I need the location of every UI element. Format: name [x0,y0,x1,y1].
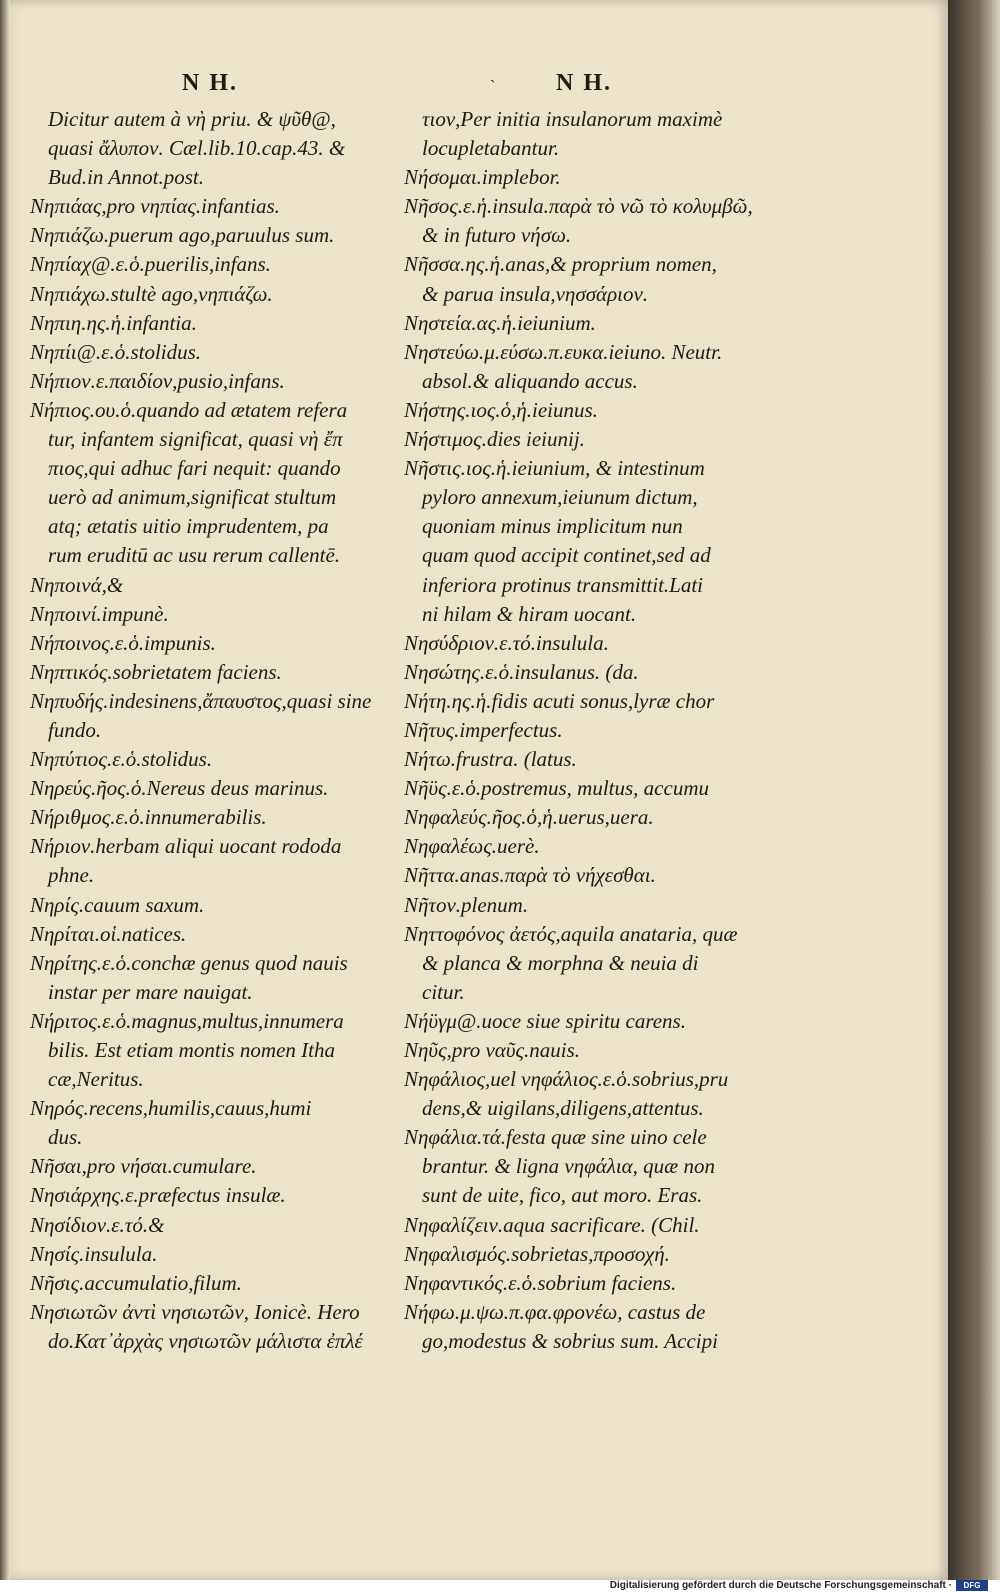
text-line: Νήριον.herbam aliqui uocant rododa [30,834,342,859]
text-line: Νηρίται.οἱ.natices. [30,921,187,946]
text-line: & in futuro νήσω. [422,223,572,248]
text-line: quasi ἄλυπον. Cæl.lib.10.cap.43. & [48,136,346,161]
text-line: Νηφαλέως.uerè. [404,834,540,859]
text-line: Νησίς.insulula. [30,1241,158,1266]
text-line: Νηρεύς.ῆος.ὁ.Nereus deus marinus. [30,776,329,801]
text-line: Νῆστις.ιος.ἡ.ieiunium, & intestinum [404,456,705,481]
text-line: absol.& aliquando accus. [422,368,638,393]
text-line: Νηπυδής.indesinens,ἄπαυστος,quasi sine [30,688,372,713]
text-line: Νηφάλιος,uel νηφάλιος.ε.ὁ.sobrius,pru [404,1067,729,1092]
text-line: phne. [48,863,95,888]
text-line: πιος,qui adhuc fari nequit: quando [48,456,341,481]
text-line: do.Κατ᾽ἀρχὰς νησιωτῶν μάλιστα ἐπλέ [48,1328,363,1353]
running-head-right: N H. [556,70,612,96]
text-line: rum eruditū ac usu rerum callentē. [48,543,341,568]
text-line: instar per mare nauigat. [48,979,253,1004]
text-line: pyloro annexum,ieiunum dictum, [422,485,698,510]
text-line: citur. [422,979,465,1004]
text-line: Νησύδριον.ε.τό.insulula. [404,630,609,655]
text-line: & parua insula,νησσάριον. [422,281,649,306]
text-line: Νηφαλίζειν.aqua sacrificare. (Chil. [404,1212,700,1237]
text-line: Νήριτος.ε.ὁ.magnus,multus,innumera [30,1008,344,1033]
text-line: dus. [48,1125,83,1150]
text-line: sunt de uite, fico, aut moro. Eras. [422,1183,703,1208]
text-line: & planca & morphna & neuia di [422,950,699,975]
text-line: Νήποινος.ε.ὁ.impunis. [30,630,216,655]
text-line: brantur. & ligna νηφάλια, quæ non [422,1154,715,1179]
text-line: Νῆτυς.imperfectus. [404,717,563,742]
text-line: Νηττοφόνος ἀετός,aquila anataria, quæ [404,921,738,946]
text-line: Νήστης.ιος.ὁ,ἡ.ieiunus. [404,397,598,422]
text-line: Νηπτικός.sobrietatem faciens. [30,659,282,684]
text-line: go,modestus & sobrius sum. Accipi [422,1328,718,1353]
text-line: tur, infantem significat, quasi νὴ ἔπ [48,427,343,452]
text-line: Νῆσις.accumulatio,filum. [30,1270,242,1295]
text-line: Νηπύτιος.ε.ὁ.stolidus. [30,747,213,772]
text-line: Νηρίς.cauum saxum. [30,892,205,917]
page-edge-shadow [0,0,10,1580]
text-line: Νηῦς,pro ναῦς.nauis. [404,1038,580,1062]
text-line: Bud.in Annot.post. [48,165,204,190]
text-line: Νηφαλεύς.ῆος.ὁ,ἡ.uerus,uera. [404,805,654,830]
text-line: ni hilam & hiram uocant. [422,601,637,626]
text-line: Dicitur autem à νὴ priu. & ψῦθ@, [48,107,336,131]
text-line: Νηρός.recens,humilis,cauus,humi [30,1096,312,1121]
running-head-left: N H. [182,70,238,96]
text-line: Νησιάρχης.ε.præfectus insulæ. [30,1183,286,1208]
text-line: Νῆσσα.ης.ἡ.anas,& proprium nomen, [404,252,717,277]
footer-credit: Digitalisierung gefördert durch die Deutsche Forschungsgemeinschaft · [609,1580,952,1591]
running-head-mark: ˎ [490,66,496,83]
binding-edge [948,0,1000,1580]
text-line: Νησιωτῶν ἀντὶ νησιωτῶν, Ionicè. Hero [30,1299,360,1324]
text-line: Νηστεία.ας.ἡ.ieiunium. [404,310,596,335]
text-line: dens,& uigilans,diligens,attentus. [422,1096,704,1121]
text-line: Νῆττα.anas.παρὰ τὸ νήχεσθαι. [404,863,656,888]
text-line: inferiora protinus transmittit.Lati [422,572,704,597]
text-line: Νήριθμος.ε.ὁ.innumerabilis. [30,805,267,830]
text-line: Νηποινά,& [30,572,124,597]
text-line: Νησώτης.ε.ὁ.insulanus. (da. [404,659,639,684]
right-column [404,105,782,1356]
text-line: Νῆτον.plenum. [404,892,529,917]
text-line: quoniam minus implicitum nun [422,514,683,539]
text-line: Νηπίι@.ε.ὁ.stolidus. [30,339,202,364]
text-line: Νήτη.ης.ἡ.fidis acuti sonus,lyræ chor [404,688,715,713]
text-line: Νηφαντικός.ε.ὁ.sobrium faciens. [404,1270,677,1295]
text-line: Νηρίτης.ε.ὁ.conchæ genus quod nauis [30,950,348,975]
text-line: Νήφω.μ.ψω.π.φα.φρονέω, castus de [404,1299,706,1324]
text-line: Νηστεύω.μ.εύσω.π.ευκα.ieiuno. Neutr. [404,339,723,364]
text-line: Νηπιάζω.puerum ago,paruulus sum. [30,223,335,248]
text-line: Νῆϋς.ε.ὁ.postremus, multus, accumu [404,776,709,801]
text-line: locupletabantur. [422,136,560,161]
text-line: Νήπιος.ου.ὁ.quando ad ætatem refera [30,397,348,422]
text-line: τιον,Per initia insulanorum maximè [422,107,723,131]
text-line: cæ,Neritus. [48,1067,144,1092]
text-line: Νήτω.frustra. (latus. [404,747,577,772]
text-line: Νησίδιον.ε.τό.& [30,1212,165,1237]
dfg-logo: DFG [956,1580,988,1591]
text-line: Νήστιμος.dies ieiunij. [404,427,585,452]
text-line: Νηπιη.ης.ἡ.infantia. [30,310,197,335]
left-column [30,105,408,1356]
text-line: Νηπιάας,pro νηπίας.infantias. [30,194,280,219]
text-line: quam quod accipit continet,sed ad [422,543,711,568]
text-line: Νῆσος.ε.ἡ.insula.παρὰ τὸ νῶ τὸ κολυμβῶ, [404,194,753,219]
text-line: atq; ætatis uitio imprudentem, pa [48,514,329,539]
text-line: fundo. [48,717,102,742]
text-line: Νήσομαι.implebor. [404,165,561,190]
text-line: Νηφαλισμός.sobrietas,προσοχή. [404,1241,670,1266]
text-line: uerò ad animum,significat stultum [48,485,337,510]
text-line: bilis. Est etiam montis nomen Itha [48,1038,335,1062]
text-line: Νηπιάχω.stultè ago,νηπιάζω. [30,281,273,306]
text-line: Νηποινί.impunè. [30,601,169,626]
text-line: Νηπίαχ@.ε.ὁ.puerilis,infans. [30,252,271,277]
text-line: Νήϋγμ@.uoce siue spiritu carens. [404,1008,686,1033]
text-line: Νηφάλια.τά.festa quæ sine uino cele [404,1125,707,1150]
text-line: Νήπιον.ε.παιδίον,pusio,infans. [30,368,285,393]
text-line: Νῆσαι,pro νήσαι.cumulare. [30,1154,257,1179]
